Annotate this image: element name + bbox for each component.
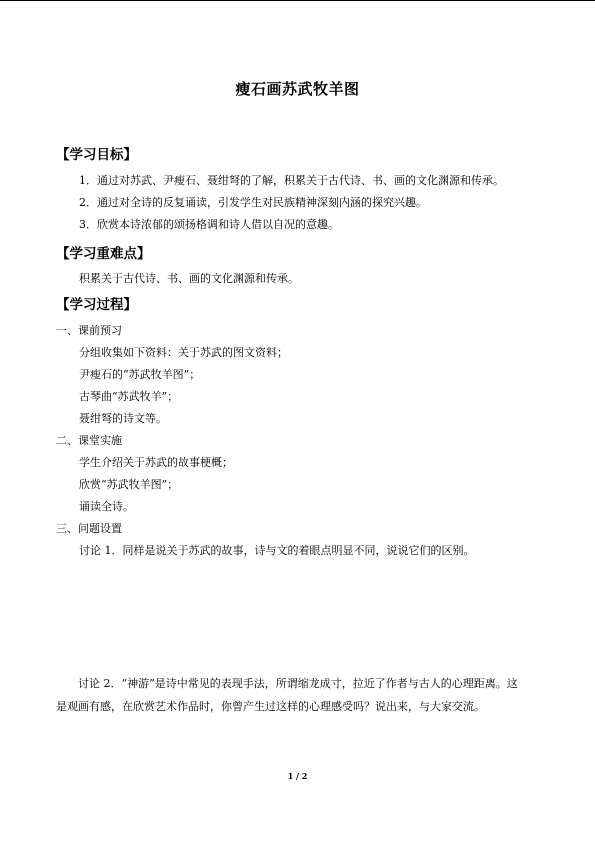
document-title: 瘦石画苏武牧羊图 [235, 80, 360, 98]
discussion-1: 讨论 1．同样是说关于苏武的故事，诗与文的着眼点明显不同，说说它们的区别。 [79, 544, 475, 557]
part2-title: 二、课堂实施 [56, 434, 122, 447]
part2-line-3: 诵读全诗。 [79, 500, 134, 513]
top-border-rule [0, 0, 595, 1]
part2-line-2: 欣赏“苏武牧羊图”； [79, 478, 179, 491]
part3-title: 三、问题设置 [56, 522, 122, 535]
goal-item-1: 1．通过对苏武、尹瘦石、聂绀弩的了解，积累关于古代诗、书、画的文化渊源和传承。 [79, 174, 504, 187]
part1-line-1: 分组收集如下资料：关于苏武的图文资料； [79, 346, 288, 359]
part2-line-1: 学生介绍关于苏武的故事梗概； [79, 456, 233, 469]
process-heading: 【学习过程】 [56, 297, 137, 313]
goals-heading: 【学习目标】 [56, 147, 137, 163]
part1-line-2: 尹瘦石的“苏武牧羊图”； [79, 368, 201, 381]
key-points-text: 积累关于古代诗、书、画的文化渊源和传承。 [79, 272, 299, 285]
part1-line-4: 聂绀弩的诗文等。 [79, 412, 167, 425]
goal-item-2: 2．通过对全诗的反复诵读，引发学生对民族精神深刻内涵的探究兴趣。 [79, 196, 427, 209]
part1-line-3: 古琴曲“苏武牧羊”； [79, 390, 179, 403]
key-points-heading: 【学习重难点】 [56, 246, 151, 262]
part1-title: 一、课前预习 [56, 324, 122, 337]
discussion-2: 讨论 2．“神游”是诗中常见的表现手法，所谓缩龙成寸，拉近了作者与古人的心理距离。这是观画有感，在欣赏艺术作品时，你曾产生过这样的心理感受吗？说出来，与大家交流。 [56, 677, 518, 713]
goal-item-3: 3．欣赏本诗浓郁的颂扬格调和诗人借以自况的意趣。 [79, 218, 339, 231]
page-number: 1 / 2 [287, 771, 308, 781]
